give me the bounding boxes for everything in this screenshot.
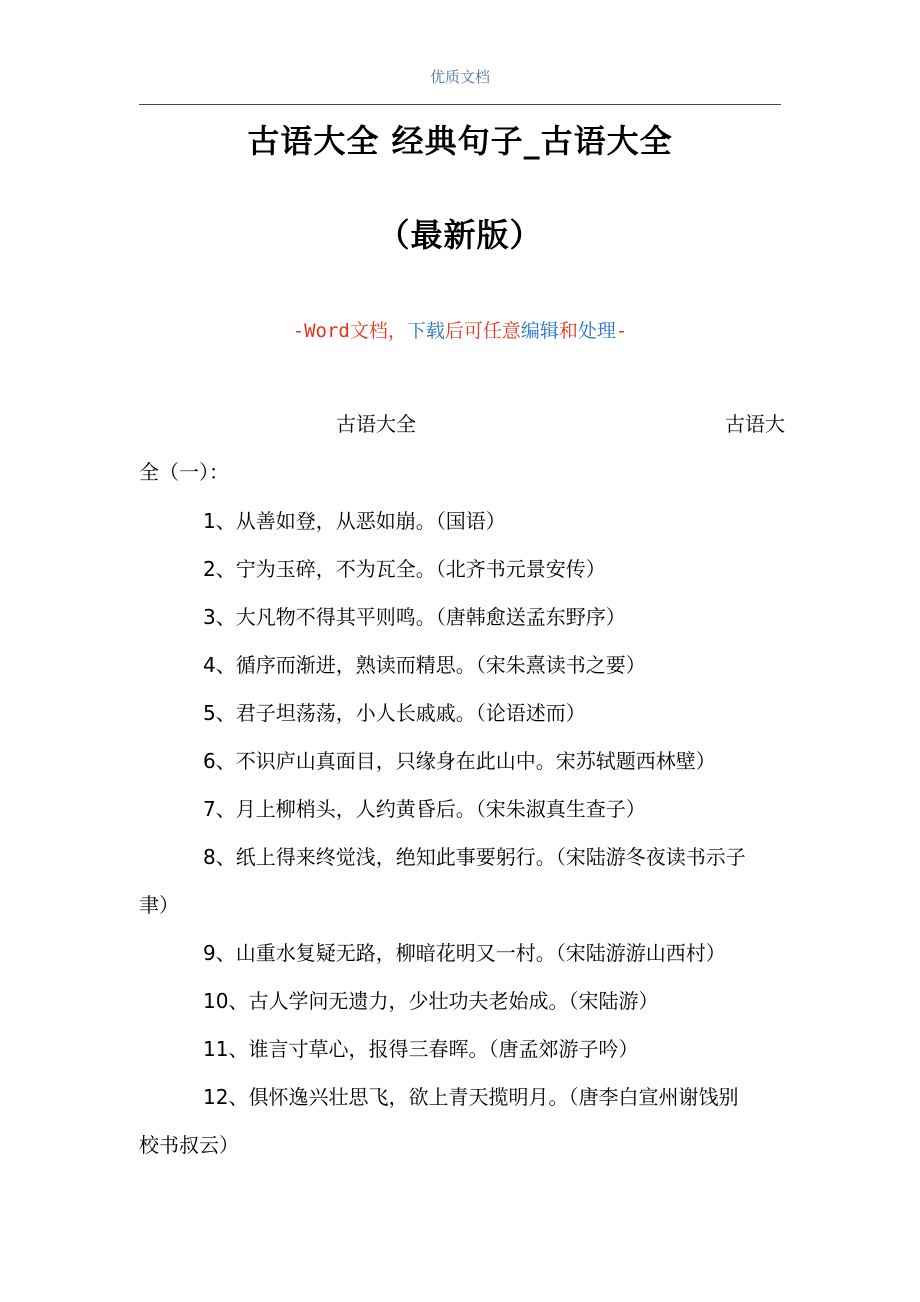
list-item: 9、山重水复疑无路，柳暗花明又一村。（宋陆游游山西村）	[203, 941, 726, 965]
document-title-edition: （最新版）	[377, 216, 543, 254]
list-item: 10、古人学问无遗力，少壮功夫老始成。（宋陆游）	[203, 989, 659, 1013]
subtitle-segment: -Word	[292, 320, 350, 342]
list-item: 11、谁言寸草心，报得三春晖。（唐孟郊游子吟）	[203, 1037, 639, 1061]
subtitle-segment: 文档，	[349, 320, 407, 342]
subtitle-segment: 和	[558, 320, 578, 342]
list-item-continued: 校书叔云）	[139, 1133, 239, 1157]
section-heading-continued: 全（一）：	[139, 460, 229, 484]
section-heading-right: 古语大	[725, 412, 785, 436]
list-item: 6、不识庐山真面目，只缘身在此山中。宋苏轼题西林壁）	[203, 749, 716, 773]
list-item: 3、大凡物不得其平则鸣。（唐韩愈送孟东野序）	[203, 605, 626, 629]
list-item: 8、纸上得来终觉浅，绝知此事要躬行。（宋陆游冬夜读书示子	[203, 845, 746, 869]
list-item: 5、君子坦荡荡，小人长戚戚。（论语述而）	[203, 701, 586, 725]
list-item-continued: 聿）	[139, 893, 179, 917]
section-heading-left: 古语大全	[336, 412, 416, 436]
subtitle-segment: -	[615, 320, 628, 342]
subtitle-segment: 后可任意	[444, 320, 521, 342]
list-item: 1、从善如登，从恶如崩。（国语）	[203, 509, 506, 533]
list-item: 2、宁为玉碎，不为瓦全。（北齐书元景安传）	[203, 557, 606, 581]
document-title: 古语大全 经典句子_古语大全	[247, 122, 673, 160]
list-item: 12、俱怀逸兴壮思飞，欲上青天揽明月。（唐李白宣州谢饯别	[203, 1085, 739, 1109]
header-label: 优质文档	[429, 68, 490, 86]
list-item: 7、月上柳梢头，人约黄昏后。（宋朱淑真生查子）	[203, 797, 646, 821]
subtitle-segment: 处理	[577, 320, 616, 342]
header-rule	[139, 104, 781, 105]
list-item: 4、循序而渐进，熟读而精思。（宋朱熹读书之要）	[203, 653, 646, 677]
subtitle-segment: 编辑	[520, 320, 559, 342]
subtitle-banner	[0, 316, 920, 343]
subtitle-segment: 下载	[406, 320, 445, 342]
